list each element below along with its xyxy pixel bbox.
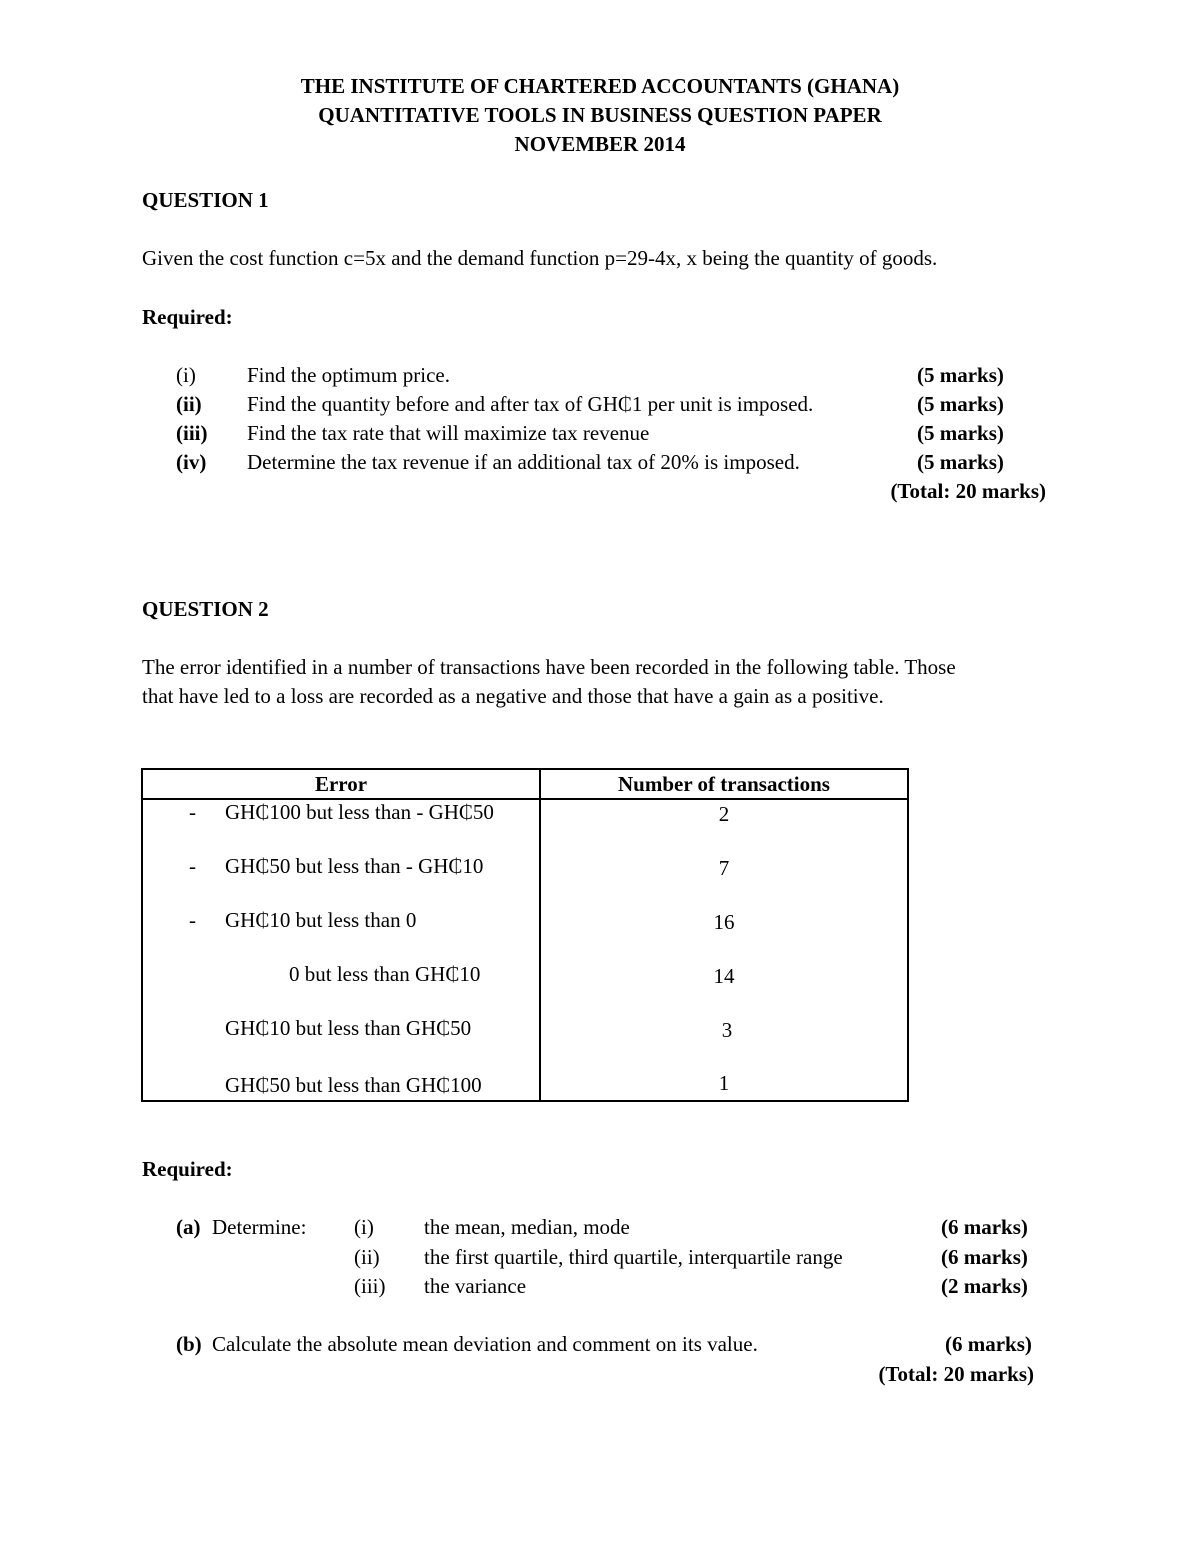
transaction-count: 2 (718, 802, 730, 826)
question-2-required: Required: (142, 1157, 233, 1181)
question-1-required: Required: (142, 305, 233, 329)
paper-title: QUANTITATIVE TOOLS IN BUSINESS QUESTION PAPER (318, 103, 882, 127)
question-1-title: QUESTION 1 (142, 188, 269, 212)
question-2-intro: that have led to a loss are recorded as a negative and those that have a gain as a positive. (142, 684, 884, 708)
negative-sign: - (189, 854, 196, 878)
table-row (142, 1017, 908, 1071)
q1-item-text: Find the optimum price. (247, 363, 450, 387)
q1-item-marks: (5 marks) (917, 392, 1004, 416)
column-header-error: Error (142, 769, 540, 799)
part-b-marks: (6 marks) (945, 1332, 1032, 1356)
question-2-total: (Total: 20 marks) (878, 1362, 1034, 1386)
q1-item-text: Determine the tax revenue if an additional tax of 20% is imposed. (247, 450, 800, 474)
table-row (142, 909, 908, 963)
q1-item-text: Find the tax rate that will maximize tax revenue (247, 421, 650, 445)
q2a-item-marks: (2 marks) (941, 1274, 1028, 1298)
transaction-count: 14 (713, 964, 735, 988)
error-frequency-table (141, 768, 909, 1102)
transaction-count: 1 (718, 1071, 730, 1095)
q2a-item-text: the variance (424, 1274, 527, 1298)
question-2-title: QUESTION 2 (142, 597, 269, 621)
q1-item-marks: (5 marks) (917, 450, 1004, 474)
q2a-item-num: (ii) (354, 1245, 380, 1269)
institute-heading: THE INSTITUTE OF CHARTERED ACCOUNTANTS (GHANA) (300, 74, 900, 98)
error-range: GH₵50 but less than GH₵100 (225, 1073, 482, 1097)
error-range: GH₵10 but less than 0 (225, 908, 417, 932)
q1-item-text: Find the quantity before and after tax of GH₵1 per unit is imposed. (247, 392, 814, 416)
part-b-text: Calculate the absolute mean deviation and comment on its value. (212, 1332, 758, 1356)
error-range: GH₵100 but less than - GH₵50 (225, 800, 494, 824)
column-header-transactions: Number of transactions (540, 769, 908, 799)
question-1-total: (Total: 20 marks) (890, 479, 1046, 503)
negative-sign: - (189, 908, 196, 932)
error-range: GH₵50 but less than - GH₵10 (225, 854, 484, 878)
error-range: 0 but less than GH₵10 (289, 962, 481, 986)
q2a-item-text: the mean, median, mode (424, 1215, 630, 1239)
q1-item-num: (iv) (176, 450, 207, 474)
transaction-count: 16 (713, 910, 735, 934)
q1-item-marks: (5 marks) (917, 421, 1004, 445)
part-b-label: (b) (176, 1332, 202, 1356)
question-2-intro: The error identified in a number of transactions have been recorded in the following table. Those (142, 655, 956, 679)
error-range: GH₵10 but less than GH₵50 (225, 1016, 472, 1040)
q1-item-num: (ii) (176, 392, 202, 416)
transaction-count: 7 (718, 856, 730, 880)
table-row (142, 1071, 908, 1101)
q2a-item-marks: (6 marks) (941, 1215, 1028, 1239)
q2a-item-num: (i) (354, 1215, 374, 1239)
question-1-intro: Given the cost function c=5x and the demand function p=29-4x, x being the quantity of goods. (142, 246, 938, 270)
q1-item-marks: (5 marks) (917, 363, 1004, 387)
q1-item-num: (i) (176, 363, 196, 387)
negative-sign: - (189, 800, 196, 824)
table-row (142, 799, 908, 855)
q2a-item-text: the first quartile, third quartile, interquartile range (424, 1245, 843, 1269)
exam-date: NOVEMBER 2014 (514, 132, 686, 156)
table-row (142, 963, 908, 1017)
transaction-count: 3 (721, 1018, 733, 1042)
q1-item-num: (iii) (176, 421, 208, 445)
part-a-label: (a) (176, 1215, 201, 1239)
q2a-item-marks: (6 marks) (941, 1245, 1028, 1269)
table-row (142, 855, 908, 909)
q2a-item-num: (iii) (354, 1274, 386, 1298)
part-a-lead: Determine: (212, 1215, 307, 1239)
